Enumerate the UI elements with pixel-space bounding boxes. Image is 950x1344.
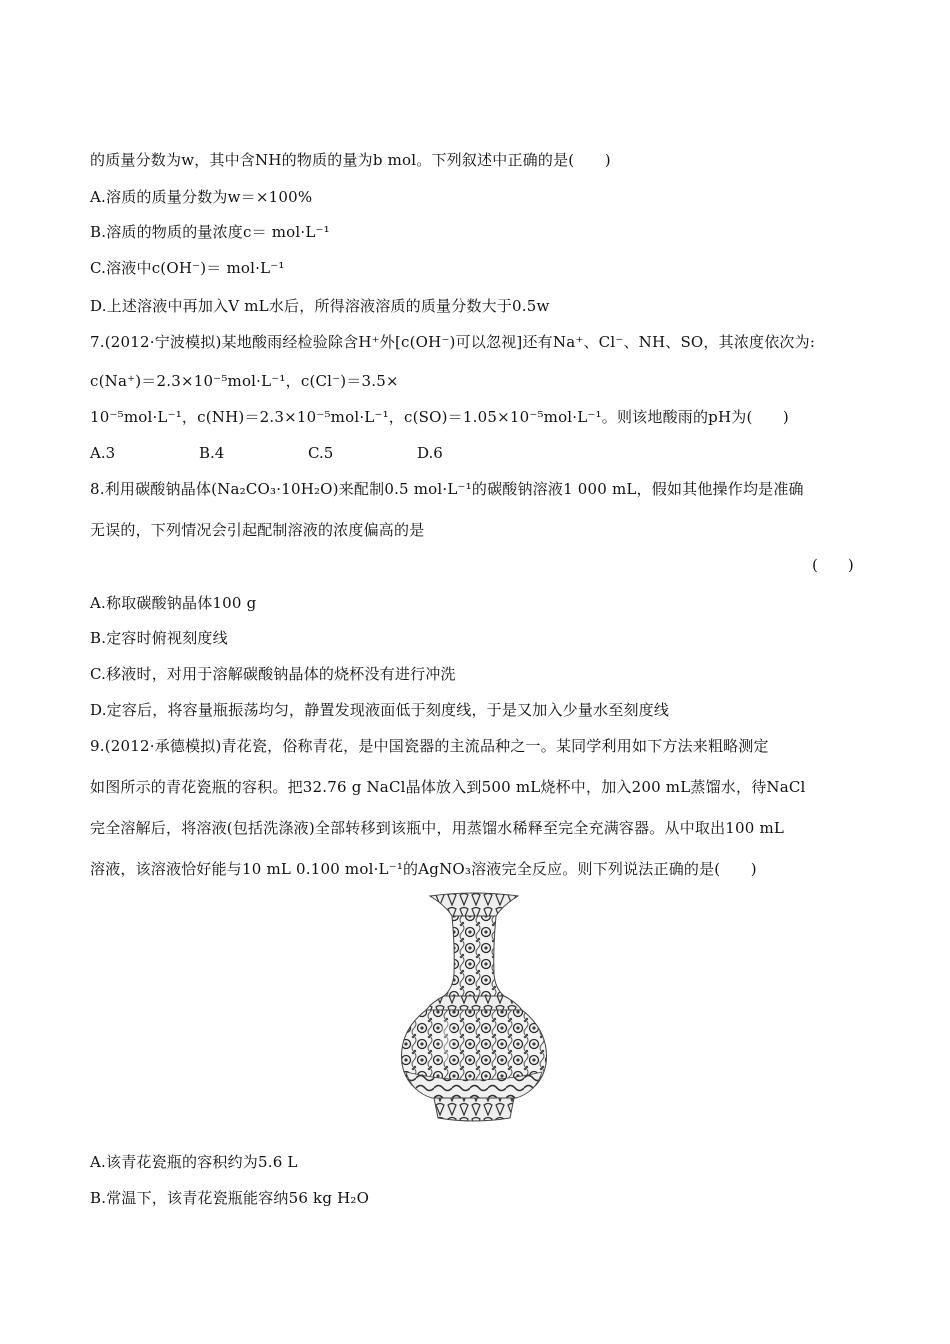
q7-option-c: C.5: [308, 444, 334, 462]
q8-stem: 8.利用碳酸钠晶体(Na₂CO₃·10H₂O)来配制0.5 mol·L⁻¹的碳酸钠溶液1 000 mL，假如其他操作均是准确: [90, 480, 804, 498]
q9-stem-line3: 完全溶解后，将溶液(包括洗涤液)全部转移到该瓶中，用蒸馏水稀释至完全充满容器。从中取出100 mL: [90, 819, 785, 837]
q8-option-a: A.称取碳酸钠晶体100 g: [90, 594, 257, 612]
q6-option-c: C.溶液中c(OH⁻)＝ mol·L⁻¹: [90, 259, 285, 277]
q9-stem-line4: 溶液，该溶液恰好能与10 mL 0.100 mol·L⁻¹的AgNO₃溶液完全反应。则下列说法正确的是( ): [90, 860, 757, 878]
q7-stem-line3: 10⁻⁵mol·L⁻¹，c(NH)＝2.3×10⁻⁵mol·L⁻¹，c(SO)＝1.05×10⁻⁵mol·L⁻¹。则该地酸雨的pH为( ): [90, 408, 789, 426]
q9-stem: 9.(2012·承德模拟)青花瓷，俗称青花，是中国瓷器的主流品种之一。某同学利用如下方法来粗略测定: [90, 737, 769, 755]
q8-option-b: B.定容时俯视刻度线: [90, 629, 228, 647]
q8-stem-line2: 无误的，下列情况会引起配制溶液的浓度偏高的是: [90, 521, 425, 539]
q9-stem-line2: 如图所示的青花瓷瓶的容积。把32.76 g NaCl晶体放入到500 mL烧杯中，加入200 mL蒸馏水，待NaCl: [90, 778, 806, 796]
q8-option-c: C.移液时，对用于溶解碳酸钠晶体的烧杯没有进行冲洗: [90, 665, 456, 683]
q8-option-d: D.定容后，将容量瓶振荡均匀，静置发现液面低于刻度线，于是又加入少量水至刻度线: [90, 701, 670, 719]
blue-white-porcelain-vase-image: [398, 892, 550, 1124]
q7-options: [90, 443, 526, 463]
q7-stem: 7.(2012·宁波模拟)某地酸雨经检验除含H⁺外[c(OH⁻)可以忽视]还有Na⁺、Cl⁻、NH、SO，其浓度依次为:: [90, 333, 816, 351]
q7-option-b: B.4: [199, 444, 225, 462]
q6-option-d: D.上述溶液中再加入V mL水后，所得溶液溶质的质量分数大于0.5w: [90, 297, 550, 315]
q9-option-b: B.常温下，该青花瓷瓶能容纳56 kg H₂O: [90, 1189, 370, 1207]
q6-option-a: A.溶质的质量分数为w＝×100%: [90, 188, 313, 206]
q7-stem-line2: c(Na⁺)＝2.3×10⁻⁵mol·L⁻¹，c(Cl⁻)＝3.5×: [90, 372, 399, 390]
q7-option-a: A.3: [90, 444, 116, 462]
q6-stem-tail: 的质量分数为w，其中含NH的物质的量为b mol。下列叙述中正确的是( ): [90, 151, 611, 169]
q6-option-b: B.溶质的物质的量浓度c＝ mol·L⁻¹: [90, 223, 330, 241]
q7-option-d: D.6: [417, 444, 443, 462]
q9-option-a: A.该青花瓷瓶的容积约为5.6 L: [90, 1153, 298, 1171]
q8-answer-paren: ( ): [812, 556, 854, 574]
